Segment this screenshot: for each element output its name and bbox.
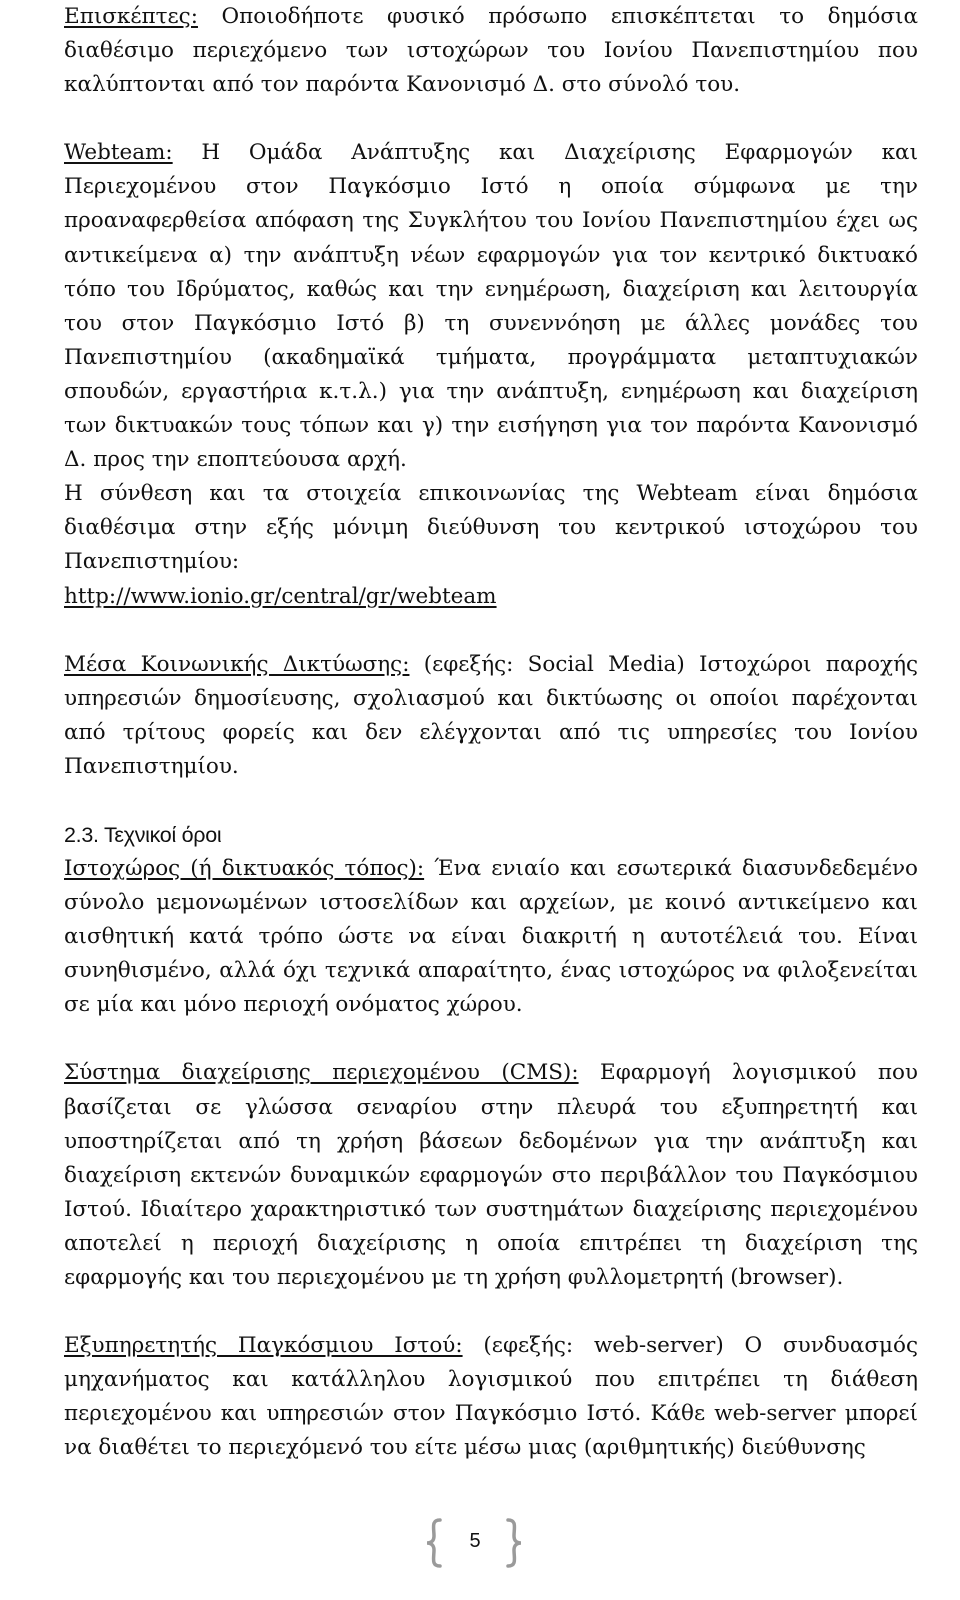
definition-web-server (64, 1329, 918, 1465)
definition-visitors (64, 0, 918, 102)
definition-social-media-text: (εφεξής: Social Media) Ιστοχώροι παροχής υπηρεσιών δημοσίευσης, σχολιασμού και δικτύωσης οι οποίοι παρέχονται από τρίτους φορείς και δεν ελέγχονται από τις υπηρεσίες του Ιονίου Πανεπιστημίου. (64, 651, 918, 779)
definition-website-text: Ένα ενιαίο και εσωτερικά διασυνδεδεμένο σύνολο μεμονωμένων ιστοσελίδων και αρχείων, με κοινό αντικείμενο και αισθητική κατά τρόπο ώστε να είναι διακριτή η αυτοτέλειά του. Είναι συνηθισμένο, αλλά όχι τεχνικά απαραίτητο, ένας ιστοχώρος να φιλοξενείται σε μία και μόνο περιοχή ονόματος χώρου. (64, 855, 918, 1018)
definition-webteam-text: Η Ομάδα Ανάπτυξης και Διαχείρισης Εφαρμογών και Περιεχομένου στον Παγκόσμιο Ιστό η οποία σύμφωνα με την προαναφερθείσα απόφαση της Συγκλήτου του Ιονίου Πανεπιστημίου έχει ως αντικείμενα α) την ανάπτυξη νέων εφαρμογών για τον κεντρικό δικτυακό τόπο του Ιδρύματος, καθώς και την ενημέρωση, διαχείριση και λειτουργία του στον Παγκόσμιο Ιστό β) τη συνεννόηση με άλλες μονάδες του Πανεπιστημίου (ακαδημαϊκά τμήματα, προγράμματα μεταπτυχιακών σπουδών, εργαστήρια κ.τ.λ.) για την ανάπτυξη, ενημέρωση και διαχείριση των δικτυακών τους τόπων και γ) την εισήγηση για τον παρόντα Κανονισμό Δ. προς την εποπτεύουσα αρχή. (64, 140, 918, 473)
webteam-url-line (64, 580, 918, 614)
term-social-media: Μέσα Κοινωνικής Δικτύωσης: (64, 651, 410, 677)
page-number: 5 (469, 1530, 481, 1552)
webteam-link[interactable]: http://www.ionio.gr/central/gr/webteam (64, 583, 497, 609)
term-visitors: Επισκέπτες: (64, 4, 198, 29)
definition-cms (64, 1056, 918, 1295)
definition-visitors-text: Οποιοδήποτε φυσικό πρόσωπο επισκέπτεται το δημόσια διαθέσιμο περιεχόμενο των ιστοχώρων του Ιονίου Πανεπιστημίου που καλύπτονται από τον παρόντα Κανονισμό Δ. στο σύνολό του. (64, 4, 918, 98)
document-page (64, 0, 918, 1465)
definition-social-media (64, 648, 918, 784)
term-web-server: Εξυπηρετητής Παγκόσμιου Ιστού: (64, 1333, 463, 1359)
definition-website (64, 852, 918, 1022)
term-webteam: Webteam: (64, 140, 173, 166)
definition-webteam (64, 136, 918, 477)
term-cms: Σύστημα διαχείρισης περιεχομένου (CMS): (64, 1060, 579, 1086)
definition-cms-text: Εφαρμογή λογισμικού που βασίζεται σε γλώσσα σεναρίου στην πλευρά του εξυπηρετητή και υποστηρίζεται από τη χρήση βάσεων δεδομένων για την ανάπτυξη και διαχείριση εκτενών δυναμικών εφαρμογών στο περιβάλλον του Παγκόσμιου Ιστού. Ιδιαίτερο χαρακτηριστικό των συστημάτων διαχείρισης περιεχομένου αποτελεί η περιοχή διαχείρισης η οποία επιτρέπει τη διαχείριση της εφαρμογής και του περιεχομένου με τη χρήση φυλλομετρητή (browser). (64, 1060, 918, 1290)
section-heading: 2.3. Τεχνικοί όροι (64, 822, 222, 847)
term-website: Ιστοχώρος (ή δικτυακός τόπος): (64, 855, 425, 881)
webteam-composition: Η σύνθεση και τα στοιχεία επικοινωνίας της Webteam είναι δημόσια διαθέσιμα στην εξής μόνιμη διεύθυνση του κεντρικού ιστοχώρου του Πανεπιστημίου: (64, 481, 918, 575)
definition-web-server-text: (εφεξής: web-server) Ο συνδυασμός μηχανήματος και κατάλληλου λογισμικού που επιτρέπει τη διάθεση περιεχομένου και υπηρεσιών στον Παγκόσμιο Ιστό. Κάθε web-server μπορεί να διαθέτει το περιεχόμενό του είτε μέσω μιας (αριθμητικής) διεύθυνσης (64, 1333, 918, 1461)
page-footer (0, 1518, 960, 1568)
